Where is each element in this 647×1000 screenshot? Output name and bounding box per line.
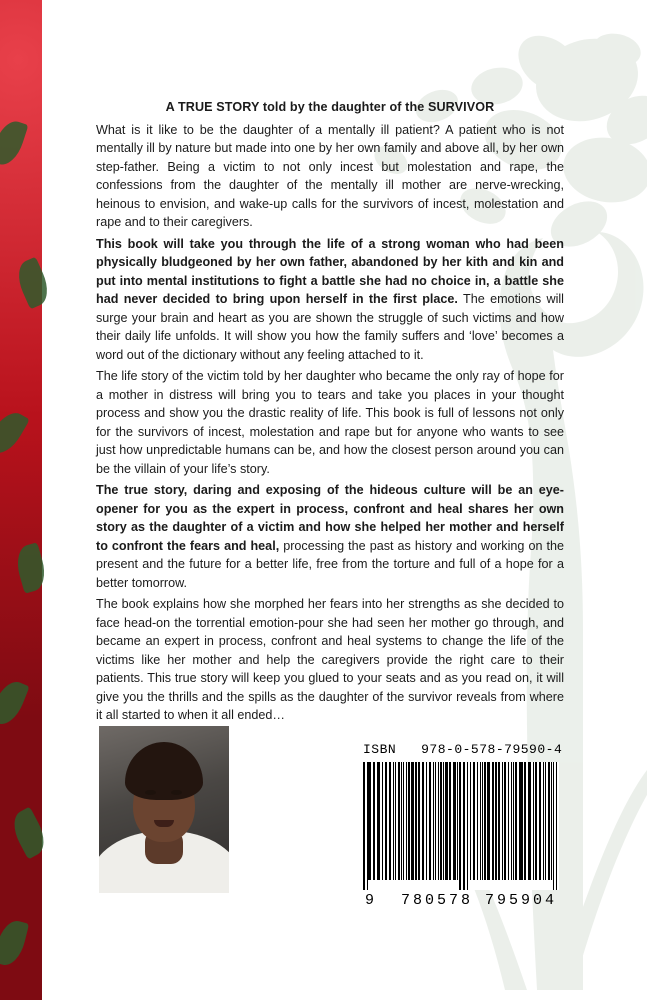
barcode-bar: [548, 762, 550, 880]
barcode-bar: [422, 762, 424, 880]
barcode-bar: [382, 762, 384, 880]
barcode-bar: [502, 762, 504, 880]
barcode-bar: [556, 762, 557, 890]
barcode-bar: [498, 762, 500, 880]
barcode-bar: [459, 762, 461, 890]
back-cover-blurb: [96, 98, 564, 728]
blurb-paragraph-tail-text: processing the past as history and working on the present and the future for a better life, free from the torture and full of a hope for a better tomorrow.: [96, 538, 564, 590]
barcode-bar: [368, 762, 370, 880]
barcode-bar: [408, 762, 410, 880]
barcode-bar: [470, 762, 471, 880]
barcode-bar: [539, 762, 541, 880]
barcode-bar: [520, 762, 522, 880]
barcode-bar: [403, 762, 405, 880]
barcode-bar: [406, 762, 407, 880]
barcode-bar: [453, 762, 455, 880]
barcode-bar: [545, 762, 546, 880]
blurb-paragraph: [96, 235, 564, 365]
barcode-bar: [513, 762, 514, 880]
barcode-bar: [373, 762, 375, 880]
barcode-bar: [443, 762, 444, 880]
barcode-bar: [482, 762, 483, 880]
barcode-bar: [551, 762, 552, 880]
barcode-bar: [426, 762, 428, 880]
barcode-bar: [415, 762, 417, 880]
barcode-bar: [543, 762, 545, 880]
barcode-bar: [377, 762, 379, 880]
barcode-bar: [519, 762, 520, 880]
leaf-icon: [12, 257, 54, 310]
barcode-bar: [528, 762, 530, 880]
blurb-paragraph-text: What is it like to be the daughter of a mentally ill patient? A patient who is not mentally ill by nature but made into one by her own family and above all, by her own step-father. Being a victim to not only incest but molestation and rape, the confessions from the daughter of the mentally ill mother are nerve-wrecking, heinous to envision, and wake-up calls for the survivors of incest, molestation and rape and to their caregivers.: [96, 122, 564, 229]
barcode-bar: [492, 762, 494, 880]
blurb-paragraph-bold-text: This book will take you through the life of a strong woman who had been physically bludgeoned by her own father, abandoned by her kith and kin and put into mental institutions to fight a battle she had no choice in, a battle she had never decided to bring upon herself in the first place.: [96, 236, 564, 306]
blurb-paragraph-text: The life story of the victim told by her daughter who became the only ray of hope for a mother in distress will bring you to tears and take you places in your thought process and show you the drastic reality of life. This book is full of lessons not only for the survivors of incest, molestation and rape but for anyone who wants to see just how unpredictable humans can be, and how the closest person around you can be the villain of your life’s story.: [96, 369, 564, 476]
leaf-icon: [7, 807, 52, 860]
barcode-bar: [480, 762, 482, 880]
barcode-bar: [467, 762, 469, 890]
barcode-bar: [393, 762, 395, 880]
barcode-bar: [367, 762, 368, 890]
blurb-paragraph-text: The book explains how she morphed her fears into her strengths as she decided to face head-on the torrential emotion-pour she had seen her mother go through, and became an expert in process, confront and heal systems to change the life of the victims like her mother and help the caregivers provide the right care to their patients. This true story will keep you glued to your seats and as you read on, it will give you the thrills and the spills as the daughter of the survivor reveals from where it all started to when it all ended…: [96, 597, 564, 722]
barcode-bar: [477, 762, 478, 880]
barcode-bar: [553, 762, 555, 890]
barcode-bar: [401, 762, 402, 880]
isbn-number: 978-0-578-79590-4: [421, 742, 563, 757]
barcode-bar: [429, 762, 431, 880]
barcode-bar: [435, 762, 437, 880]
leaf-icon: [0, 677, 30, 729]
barcode-bar: [473, 762, 475, 880]
blurb-headline: A TRUE STORY told by the daughter of the SURVIVOR: [165, 100, 495, 114]
isbn-text: [363, 742, 563, 757]
barcode-bar: [389, 762, 391, 880]
leaf-icon: [0, 918, 29, 969]
barcode-bar: [418, 762, 420, 880]
barcode-bar: [515, 762, 517, 880]
barcode-bar: [457, 762, 459, 880]
barcode-digits: [363, 892, 559, 909]
blurb-paragraph: [96, 367, 564, 478]
photo-eye-right: [171, 790, 182, 795]
barcode: [363, 762, 559, 890]
barcode-bar: [524, 762, 526, 880]
barcode-bar: [495, 762, 497, 880]
barcode-bar: [440, 762, 442, 880]
barcode-bar: [395, 762, 396, 880]
barcode-bar: [487, 762, 489, 880]
barcode-bar: [449, 762, 451, 880]
barcode-bar: [411, 762, 413, 880]
barcode-bar: [433, 762, 434, 880]
barcode-bar: [508, 762, 509, 880]
isbn-block: [363, 742, 563, 909]
barcode-bar: [533, 762, 535, 880]
photo-eye-left: [145, 790, 156, 795]
barcode-bar: [398, 762, 400, 880]
barcode-bar: [385, 762, 387, 880]
rose-spine-strip: [0, 0, 42, 1000]
barcode-bar: [438, 762, 439, 880]
barcode-bar: [484, 762, 486, 880]
blurb-paragraph: [96, 481, 564, 592]
blurb-paragraph: [96, 595, 564, 725]
blurb-paragraph: [96, 121, 564, 232]
barcode-bar: [445, 762, 447, 880]
blurb-paragraph-bold-text: The true story, daring and exposing of the hideous culture will be an eye-opener for you as the expert in process, confront and heal shares her own story as the daughter of a victim and how she helped her mother and herself to confront the fears and heal,: [96, 483, 564, 553]
blurb-paragraph-tail-text: The emotions will surge your brain and heart as you are shown the struggle of such victims and how their daily life unfolds. It will show you how the family suffers and ‘love’ becomes a word out of the dictionary without any feeling attached to it.: [96, 292, 564, 362]
barcode-bar: [463, 762, 465, 890]
barcode-bar: [511, 762, 513, 880]
barcode-digit-right: 780578 795904: [400, 892, 557, 909]
barcode-bar: [504, 762, 506, 880]
barcode-digit-left: 9: [365, 892, 378, 909]
barcode-bar: [363, 762, 365, 890]
author-photo: [99, 726, 229, 893]
leaf-icon: [12, 542, 50, 593]
isbn-label: ISBN: [363, 742, 397, 757]
leaf-icon: [0, 117, 28, 169]
barcode-bar: [535, 762, 537, 880]
leaf-icon: [0, 407, 30, 460]
